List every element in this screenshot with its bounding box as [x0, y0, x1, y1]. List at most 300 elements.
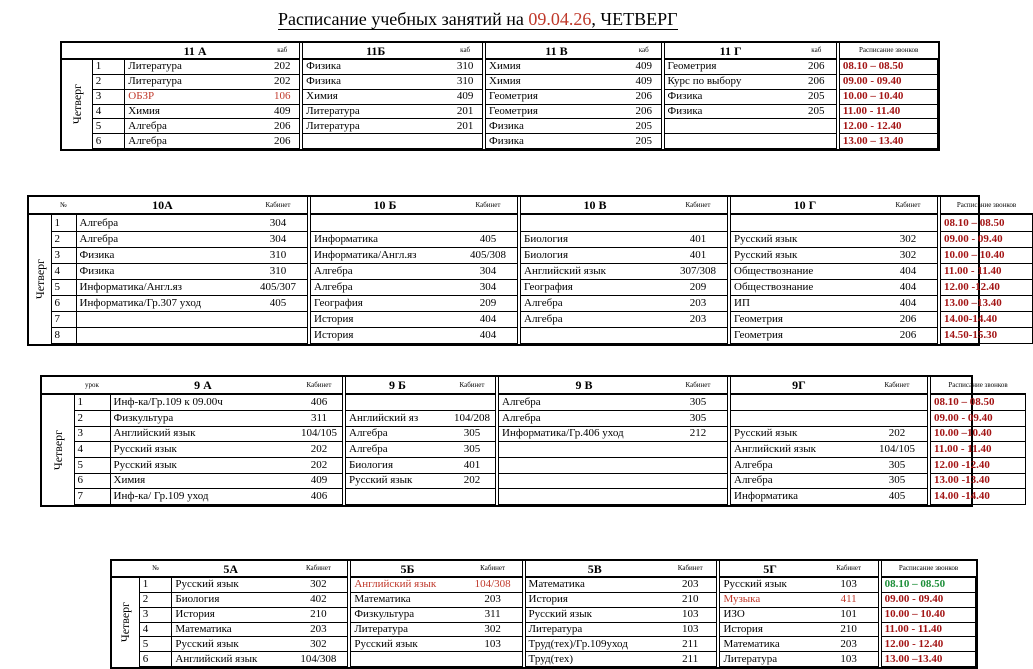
subject-cell: Физика	[663, 104, 797, 119]
room-cell: 206	[265, 119, 301, 134]
class-name-header: 5В	[524, 561, 664, 577]
subject-cell	[497, 442, 669, 458]
lesson-row	[42, 457, 1025, 473]
room-cell	[669, 214, 729, 231]
lesson-number: 7	[74, 489, 110, 505]
schedule-block-5	[110, 559, 978, 669]
day-label-cell	[29, 214, 51, 343]
room-header: Кабинет	[879, 197, 939, 214]
bell-time: 11.00 - 11.40	[939, 263, 1032, 279]
subject-cell: ОБЗР	[125, 89, 266, 104]
lesson-number-header: №	[51, 197, 76, 214]
bell-time: 09.00 - 09.40	[929, 410, 1025, 426]
room-cell	[867, 394, 929, 410]
room-cell: 202	[296, 442, 344, 458]
class-name-header: 9 Б	[344, 377, 449, 394]
subject-cell: Геометрия	[729, 311, 879, 327]
room-cell: 104/308	[464, 577, 524, 592]
subject-cell: Обществознание	[729, 279, 879, 295]
schedule-table	[62, 43, 938, 149]
subject-cell: Физика	[663, 89, 797, 104]
lesson-row	[42, 489, 1025, 505]
class-name-header: 10А	[76, 197, 249, 214]
room-cell: 305	[867, 457, 929, 473]
subject-cell: Физкультура	[110, 410, 296, 426]
bell-time: 08.10 – 08.50	[929, 394, 1025, 410]
room-cell: 404	[879, 263, 939, 279]
lesson-row	[62, 104, 938, 119]
day-label: Четверг	[69, 84, 84, 125]
room-cell: 404	[879, 279, 939, 295]
room-cell: 405/308	[459, 247, 519, 263]
subject-cell: Обществознание	[729, 263, 879, 279]
subject-cell: Математика	[718, 637, 819, 652]
room-cell: 305	[867, 473, 929, 489]
subject-cell: Химия	[125, 104, 266, 119]
room-cell: 202	[265, 74, 301, 89]
bell-time: 12.00 -12.40	[929, 457, 1025, 473]
subject-cell: История	[718, 622, 819, 637]
subject-cell: География	[519, 279, 669, 295]
room-cell	[249, 311, 309, 327]
room-cell: 304	[459, 279, 519, 295]
room-cell: 302	[879, 231, 939, 247]
lesson-row	[42, 410, 1025, 426]
room-header: Кабинет	[249, 197, 309, 214]
bell-time: 11.00 - 11.40	[838, 104, 938, 119]
lesson-number: 2	[51, 231, 76, 247]
subject-cell: Русский язык	[172, 637, 290, 652]
page-title	[278, 9, 678, 30]
room-cell: 405	[459, 231, 519, 247]
room-cell	[449, 489, 497, 505]
bell-time: 09.00 - 09.40	[939, 231, 1032, 247]
room-cell	[449, 394, 497, 410]
room-cell: 310	[249, 263, 309, 279]
room-cell: 411	[820, 592, 880, 607]
bell-time: 10.00 – 10.40	[838, 89, 938, 104]
room-header: Кабинет	[664, 561, 718, 577]
subject-cell: История	[309, 327, 459, 343]
header-day-cell	[62, 43, 92, 59]
subject-cell: Физика	[76, 247, 249, 263]
room-cell: 305	[669, 410, 729, 426]
class-name-header: 10 В	[519, 197, 669, 214]
room-cell: 206	[627, 89, 663, 104]
bells-header: Расписание звонков	[929, 377, 1025, 394]
schedule-block-10	[27, 195, 1017, 346]
lesson-number: 6	[92, 134, 124, 149]
class-name-header: 9 А	[110, 377, 296, 394]
class-name-header: 10 Б	[309, 197, 459, 214]
room-cell: 402	[289, 592, 349, 607]
room-cell: 401	[669, 231, 729, 247]
room-cell: 202	[265, 59, 301, 74]
subject-cell: Биология	[519, 247, 669, 263]
subject-cell: Физика	[76, 263, 249, 279]
room-cell	[669, 457, 729, 473]
subject-cell: Литература	[301, 104, 448, 119]
subject-cell: Алгебра	[125, 119, 266, 134]
room-cell	[464, 652, 524, 667]
subject-cell: Литература	[349, 622, 463, 637]
bell-time: 11.00 - 11.40	[929, 442, 1025, 458]
subject-cell: Алгебра	[76, 231, 249, 247]
header-day-cell	[42, 377, 74, 394]
subject-cell: Математика	[349, 592, 463, 607]
room-cell: 307/308	[669, 263, 729, 279]
bell-time: 13.00 –13.40	[939, 295, 1032, 311]
schedule-block-11	[60, 41, 940, 151]
subject-cell: Алгебра	[519, 311, 669, 327]
room-cell	[669, 473, 729, 489]
header-row	[62, 43, 938, 59]
subject-cell: Английский язык	[172, 652, 290, 667]
room-cell	[797, 119, 838, 134]
room-cell: 409	[448, 89, 484, 104]
room-cell: 401	[449, 457, 497, 473]
subject-cell: Русский язык	[344, 473, 449, 489]
subject-cell: Физика	[484, 134, 627, 149]
lesson-row	[42, 473, 1025, 489]
subject-cell	[76, 311, 249, 327]
subject-cell: Геометрия	[663, 59, 797, 74]
title-prefix: Расписание учебных занятий на	[278, 9, 529, 29]
bell-time: 10.00 – 10.40	[880, 607, 976, 622]
room-header: каб	[265, 43, 301, 59]
room-cell	[249, 327, 309, 343]
lesson-row	[62, 119, 938, 134]
day-label-cell	[62, 59, 92, 148]
subject-cell: Алгебра	[729, 457, 867, 473]
room-header: каб	[627, 43, 663, 59]
room-cell: 311	[464, 607, 524, 622]
subject-cell: Английский язык	[110, 426, 296, 442]
bell-time: 10.00 –10.40	[929, 426, 1025, 442]
lesson-row	[29, 247, 1032, 263]
subject-cell: Математика	[524, 577, 664, 592]
subject-cell	[663, 134, 797, 149]
title-date: 09.04.26	[528, 9, 592, 29]
lesson-row	[29, 263, 1032, 279]
subject-cell: Физика	[301, 74, 448, 89]
subject-cell: Физика	[301, 59, 448, 74]
lesson-row	[62, 59, 938, 74]
room-cell: 409	[265, 104, 301, 119]
room-cell	[879, 214, 939, 231]
subject-cell: География	[309, 295, 459, 311]
lesson-number: 6	[74, 473, 110, 489]
subject-cell: Информатика	[729, 489, 867, 505]
subject-cell: Курс по выбору	[663, 74, 797, 89]
bell-time: 14.00-14.40	[939, 311, 1032, 327]
room-cell: 409	[296, 473, 344, 489]
subject-cell: Труд(тех)/Гр.109уход	[524, 637, 664, 652]
bell-time: 09.00 - 09.40	[838, 74, 938, 89]
bells-header: Расписание звонков	[939, 197, 1032, 214]
room-cell: 404	[459, 311, 519, 327]
day-label-cell	[112, 577, 139, 666]
subject-cell	[497, 489, 669, 505]
room-cell: 206	[879, 327, 939, 343]
room-cell: 211	[664, 652, 718, 667]
bell-time: 14.00 -14.40	[929, 489, 1025, 505]
room-cell	[867, 410, 929, 426]
lesson-row	[62, 74, 938, 89]
lesson-number: 3	[74, 426, 110, 442]
subject-cell	[519, 327, 669, 343]
lesson-number: 6	[139, 652, 172, 667]
room-cell: 401	[669, 247, 729, 263]
subject-cell: Алгебра	[497, 394, 669, 410]
subject-cell: Английский язык	[519, 263, 669, 279]
subject-cell: Алгебра	[309, 279, 459, 295]
room-cell: 203	[669, 311, 729, 327]
room-cell: 206	[797, 74, 838, 89]
class-name-header: 11 В	[484, 43, 627, 59]
subject-cell: Биология	[519, 231, 669, 247]
lesson-number-header: урок	[74, 377, 110, 394]
lesson-number: 1	[139, 577, 172, 592]
room-header: Кабинет	[449, 377, 497, 394]
bell-time: 12.00 -12.40	[939, 279, 1032, 295]
lesson-number-header	[92, 43, 124, 59]
room-cell: 206	[797, 59, 838, 74]
subject-cell: Геометрия	[729, 327, 879, 343]
room-header: Кабинет	[296, 377, 344, 394]
room-cell: 103	[820, 652, 880, 667]
room-cell: 310	[448, 59, 484, 74]
bells-header: Расписание звонков	[880, 561, 976, 577]
subject-cell: Алгебра	[309, 263, 459, 279]
room-cell: 305	[449, 426, 497, 442]
bell-time: 10.00 – 10.40	[939, 247, 1032, 263]
room-cell: 405	[249, 295, 309, 311]
lesson-number: 1	[51, 214, 76, 231]
subject-cell: Русский язык	[524, 607, 664, 622]
subject-cell	[729, 394, 867, 410]
subject-cell: Геометрия	[484, 89, 627, 104]
room-cell: 103	[664, 607, 718, 622]
subject-cell: Русский язык	[729, 426, 867, 442]
subject-cell: История	[172, 607, 290, 622]
lesson-number: 7	[51, 311, 76, 327]
room-cell	[448, 134, 484, 149]
room-cell: 406	[296, 489, 344, 505]
room-cell: 209	[669, 279, 729, 295]
bell-time: 12.00 - 12.40	[838, 119, 938, 134]
room-header: Кабинет	[669, 377, 729, 394]
bell-time: 13.00 -13.40	[929, 473, 1025, 489]
subject-cell: Химия	[110, 473, 296, 489]
subject-cell: ИЗО	[718, 607, 819, 622]
room-cell	[797, 134, 838, 149]
room-cell: 304	[459, 263, 519, 279]
room-cell: 405/307	[249, 279, 309, 295]
bell-time: 08.10 – 08.50	[838, 59, 938, 74]
class-name-header: 9Г	[729, 377, 867, 394]
room-cell: 209	[459, 295, 519, 311]
room-cell: 104/105	[296, 426, 344, 442]
room-cell: 103	[464, 637, 524, 652]
subject-cell	[344, 394, 449, 410]
room-cell: 310	[448, 74, 484, 89]
subject-cell: Литература	[718, 652, 819, 667]
lesson-number: 4	[74, 442, 110, 458]
header-day-cell	[112, 561, 139, 577]
subject-cell: Алгебра	[497, 410, 669, 426]
room-cell	[669, 327, 729, 343]
lesson-number: 4	[92, 104, 124, 119]
subject-cell: Алгебра	[729, 473, 867, 489]
subject-cell: Алгебра	[344, 426, 449, 442]
lesson-number: 2	[139, 592, 172, 607]
room-cell: 203	[289, 622, 349, 637]
class-name-header: 5Г	[718, 561, 819, 577]
day-label: Четверг	[50, 429, 65, 470]
subject-cell: Химия	[484, 59, 627, 74]
room-cell: 405	[867, 489, 929, 505]
room-cell: 206	[627, 104, 663, 119]
room-cell	[669, 489, 729, 505]
lesson-row	[42, 394, 1025, 410]
room-header: Кабинет	[867, 377, 929, 394]
subject-cell: Труд(тех)	[524, 652, 664, 667]
lesson-number: 8	[51, 327, 76, 343]
subject-cell: Музыка	[718, 592, 819, 607]
header-row	[29, 197, 1032, 214]
lesson-row	[42, 442, 1025, 458]
subject-cell	[76, 327, 249, 343]
lesson-row	[29, 295, 1032, 311]
subject-cell	[497, 457, 669, 473]
title-suffix: , ЧЕТВЕРГ	[591, 9, 678, 29]
header-day-cell	[29, 197, 51, 214]
room-cell: 404	[459, 327, 519, 343]
bell-time: 14.50-15.30	[939, 327, 1032, 343]
room-cell	[459, 214, 519, 231]
header-row	[112, 561, 976, 577]
subject-cell: Русский язык	[729, 231, 879, 247]
lesson-row	[112, 592, 976, 607]
subject-cell: Информатика/Гр.307 уход	[76, 295, 249, 311]
day-label: Четверг	[118, 602, 133, 643]
room-cell: 302	[879, 247, 939, 263]
subject-cell: Физкультура	[349, 607, 463, 622]
room-cell: 205	[797, 89, 838, 104]
subject-cell: Алгебра	[519, 295, 669, 311]
lesson-row	[112, 652, 976, 667]
room-cell: 202	[296, 457, 344, 473]
room-cell: 101	[820, 607, 880, 622]
room-cell: 302	[289, 577, 349, 592]
room-cell: 205	[627, 119, 663, 134]
day-label-cell	[42, 394, 74, 505]
class-name-header: 9 В	[497, 377, 669, 394]
room-cell: 304	[249, 214, 309, 231]
lesson-number: 5	[51, 279, 76, 295]
class-name-header: 5А	[172, 561, 290, 577]
room-cell: 202	[867, 426, 929, 442]
bell-time: 13.00 –13.40	[880, 652, 976, 667]
room-cell: 203	[820, 637, 880, 652]
class-name-header: 5Б	[349, 561, 463, 577]
subject-cell: Литература	[524, 622, 664, 637]
lesson-row	[62, 89, 938, 104]
lesson-number: 5	[139, 637, 172, 652]
room-header: Кабинет	[820, 561, 880, 577]
lesson-number: 3	[51, 247, 76, 263]
room-cell: 311	[296, 410, 344, 426]
subject-cell	[344, 489, 449, 505]
room-cell: 201	[448, 119, 484, 134]
subject-cell: Литература	[125, 74, 266, 89]
schedule-block-9	[40, 375, 1008, 507]
subject-cell: Математика	[172, 622, 290, 637]
subject-cell: Русский язык	[718, 577, 819, 592]
bell-time: 12.00 - 12.40	[880, 637, 976, 652]
subject-cell: История	[524, 592, 664, 607]
subject-cell	[519, 214, 669, 231]
room-cell: 203	[669, 295, 729, 311]
bell-time: 11.00 - 11.40	[880, 622, 976, 637]
subject-cell	[349, 652, 463, 667]
schedule-table	[112, 561, 976, 667]
room-cell: 203	[464, 592, 524, 607]
subject-cell: Алгебра	[125, 134, 266, 149]
room-header: Кабинет	[289, 561, 349, 577]
room-cell: 302	[289, 637, 349, 652]
lesson-number: 5	[74, 457, 110, 473]
subject-cell: Русский язык	[110, 442, 296, 458]
room-cell: 206	[879, 311, 939, 327]
class-name-header: 11 Г	[663, 43, 797, 59]
bell-time: 08.10 – 08.50	[880, 577, 976, 592]
subject-cell: Литература	[301, 119, 448, 134]
subject-cell: Русский язык	[729, 247, 879, 263]
subject-cell: История	[309, 311, 459, 327]
room-cell: 206	[265, 134, 301, 149]
room-cell: 304	[249, 231, 309, 247]
room-cell: 201	[448, 104, 484, 119]
lesson-row	[112, 622, 976, 637]
subject-cell: Информатика/Англ.яз	[76, 279, 249, 295]
subject-cell: Алгебра	[344, 442, 449, 458]
subject-cell: Инф-ка/ Гр.109 уход	[110, 489, 296, 505]
lesson-number: 4	[139, 622, 172, 637]
room-cell: 305	[449, 442, 497, 458]
subject-cell: Алгебра	[76, 214, 249, 231]
room-cell: 103	[820, 577, 880, 592]
room-cell: 205	[797, 104, 838, 119]
room-cell: 104/208	[449, 410, 497, 426]
subject-cell: Информатика/Гр.406 уход	[497, 426, 669, 442]
class-name-header: 11Б	[301, 43, 448, 59]
lesson-row	[62, 134, 938, 149]
lesson-row	[112, 607, 976, 622]
room-cell: 211	[664, 637, 718, 652]
subject-cell	[497, 473, 669, 489]
lesson-number: 3	[92, 89, 124, 104]
lesson-row	[29, 214, 1032, 231]
header-row	[42, 377, 1025, 394]
subject-cell: Английский язык	[349, 577, 463, 592]
room-cell: 310	[249, 247, 309, 263]
subject-cell: ИП	[729, 295, 879, 311]
room-cell: 104/105	[867, 442, 929, 458]
class-name-header: 10 Г	[729, 197, 879, 214]
schedule-table	[29, 197, 1033, 344]
